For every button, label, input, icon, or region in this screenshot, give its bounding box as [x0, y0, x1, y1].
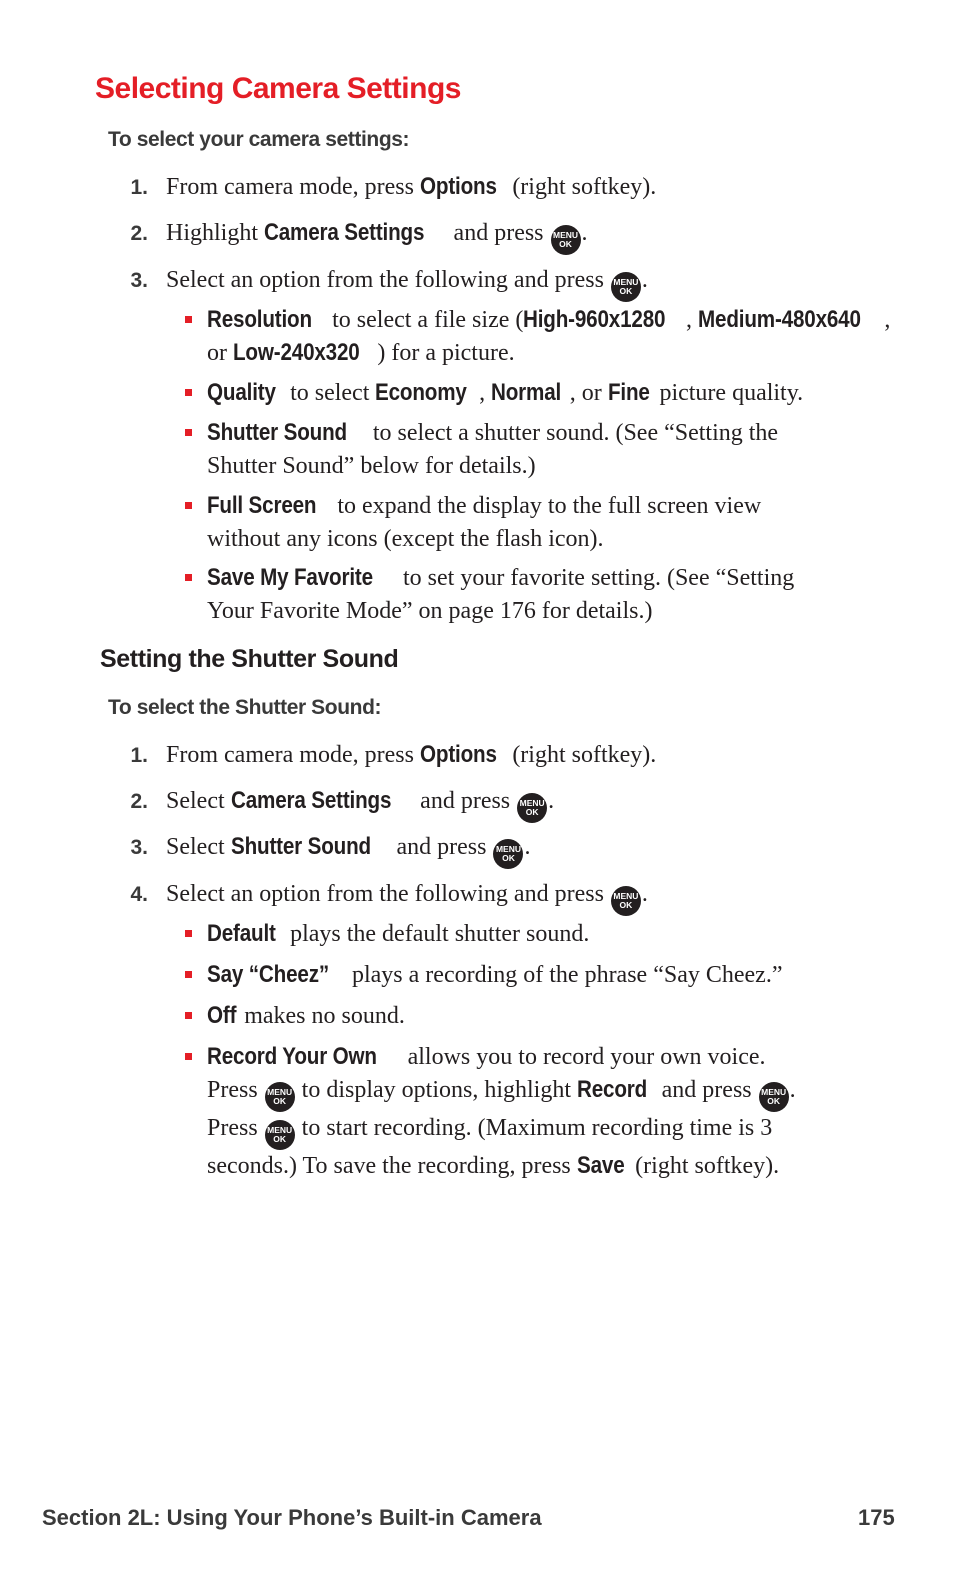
bullet-marker	[185, 429, 192, 436]
menu-ok-key-icon	[265, 1082, 295, 1112]
term: Default	[207, 920, 276, 947]
bullet-text	[207, 918, 865, 951]
bullet-marker	[185, 502, 192, 509]
text: and press	[655, 1076, 758, 1103]
text: Select	[166, 834, 231, 860]
bullet-save-my-favorite	[185, 562, 865, 627]
term: Shutter Sound	[207, 419, 347, 446]
options-term: Options	[419, 173, 497, 200]
bullet-marker	[185, 1053, 192, 1060]
key-line1: MENU	[267, 1124, 293, 1135]
text: Press	[207, 1076, 264, 1103]
text: , or	[569, 380, 608, 406]
text: .	[641, 881, 648, 907]
key-line1: MENU	[519, 798, 545, 808]
camera-settings-term: Camera Settings	[264, 219, 425, 246]
bullet-record-your-own	[185, 1041, 865, 1182]
text: to select a shutter sound. (See “Setting the	[366, 420, 779, 446]
key-line2: OK	[273, 1133, 287, 1144]
key-line2: OK	[502, 853, 515, 863]
term: Record Your Own	[207, 1043, 377, 1070]
step-text	[166, 217, 588, 255]
bullet-text	[207, 959, 865, 992]
text: (right softkey).	[506, 742, 657, 768]
step-number: 2.	[130, 222, 148, 245]
text: to set your favorite setting. (See “Setting	[397, 565, 795, 591]
bullet-quality	[185, 377, 865, 410]
text: and press	[447, 220, 550, 246]
bullet-shutter-sound	[185, 417, 865, 482]
term: Quality	[207, 379, 276, 406]
text: .	[581, 220, 588, 246]
text: From camera mode, press	[166, 742, 420, 768]
term: Medium-480x640	[698, 306, 861, 333]
key-line1: MENU	[761, 1086, 787, 1097]
text: to display options, highlight	[295, 1076, 578, 1103]
term: Resolution	[207, 306, 312, 333]
step-number: 1.	[130, 176, 148, 199]
bullet-text	[207, 417, 865, 482]
key-line2: OK	[525, 807, 539, 817]
bullet-marker	[185, 1012, 192, 1019]
text: ,	[479, 380, 492, 406]
section1-intro: To select your camera settings:	[108, 128, 410, 151]
bullet-marker	[185, 971, 192, 978]
text: (right softkey).	[629, 1152, 780, 1179]
text: and press	[414, 788, 517, 814]
options-term: Options	[419, 741, 497, 768]
term: Normal	[491, 379, 562, 406]
step-text	[166, 171, 656, 203]
key-line1: MENU	[553, 230, 579, 240]
bullet-text	[207, 490, 865, 555]
term: High-960x1280	[523, 306, 666, 333]
term: Economy	[375, 379, 468, 406]
shutter-sound-term: Shutter Sound	[230, 833, 371, 860]
menu-ok-key-icon	[493, 839, 523, 869]
section-heading: Setting the Shutter Sound	[100, 645, 399, 673]
term: Say “Cheez”	[207, 961, 329, 988]
step-text	[166, 739, 656, 771]
bullet-resolution	[185, 304, 891, 369]
menu-ok-key-icon	[759, 1082, 789, 1112]
key-line2: OK	[767, 1095, 780, 1106]
key-line2: OK	[273, 1095, 287, 1106]
menu-ok-key-icon	[551, 225, 581, 255]
text: .	[524, 834, 531, 860]
text: without any icons (except the flash icon).	[207, 525, 604, 552]
bullet-default	[185, 918, 865, 951]
bullet-marker	[185, 316, 192, 323]
text: plays the default shutter sound.	[284, 921, 590, 947]
step-text	[166, 831, 530, 869]
term: Fine	[607, 379, 650, 406]
text: plays a recording of the phrase “Say Cheez.”	[345, 962, 783, 988]
key-line1: MENU	[495, 844, 521, 854]
camera-settings-term: Camera Settings	[230, 787, 391, 814]
text: ,	[884, 307, 891, 333]
term: Off	[207, 1002, 237, 1029]
bullet-marker	[185, 930, 192, 937]
step-number: 3.	[130, 836, 148, 859]
step-number: 4.	[130, 883, 148, 906]
text: or	[207, 339, 233, 366]
bullet-text	[207, 304, 891, 369]
page-number: 175	[858, 1505, 895, 1530]
save-term: Save	[576, 1151, 625, 1179]
text: From camera mode, press	[166, 174, 420, 200]
bullet-text	[207, 377, 865, 410]
step-number: 2.	[130, 790, 148, 813]
text: Select	[166, 788, 231, 814]
text: seconds.) To save the recording, press	[207, 1152, 577, 1179]
text: and press	[390, 834, 493, 860]
bullet-text	[207, 1000, 865, 1033]
menu-ok-key-icon	[265, 1120, 295, 1150]
bullet-text	[207, 562, 865, 627]
text: to select	[284, 380, 376, 406]
term: Low-240x320	[233, 338, 360, 366]
bullet-marker	[185, 389, 192, 396]
bullet-say-cheez	[185, 959, 865, 992]
page-title: Selecting Camera Settings	[95, 72, 461, 105]
text: Shutter Sound” below for details.)	[207, 452, 536, 479]
text: Press	[207, 1114, 264, 1141]
step-number: 1.	[130, 744, 148, 767]
step-text	[166, 785, 554, 823]
text: Your Favorite Mode” on page 176 for details.)	[207, 597, 653, 624]
bullet-text	[207, 1041, 865, 1182]
text: Select an option from the following and press	[166, 267, 610, 293]
section2-intro: To select the Shutter Sound:	[108, 696, 382, 719]
key-line2: OK	[559, 239, 572, 249]
text: (right softkey).	[506, 174, 657, 200]
text: ) for a picture.	[377, 339, 515, 366]
record-term: Record	[577, 1075, 648, 1103]
text: ,	[686, 307, 698, 333]
step-text	[166, 264, 648, 302]
text: Select an option from the following and press	[166, 881, 610, 907]
text: to start recording. (Maximum recording time is 3	[295, 1114, 773, 1141]
text: allows you to record your own voice.	[401, 1044, 766, 1070]
text: .	[789, 1076, 796, 1103]
key-line2: OK	[619, 900, 633, 910]
term: Save My Favorite	[207, 564, 373, 591]
key-line1: MENU	[613, 891, 639, 901]
text: to select a file size (	[326, 307, 524, 333]
menu-ok-key-icon	[611, 272, 641, 302]
text: Highlight	[166, 220, 265, 246]
text: to expand the display to the full screen view	[331, 493, 762, 519]
bullet-full-screen	[185, 490, 865, 555]
key-line1: MENU	[613, 277, 639, 287]
menu-ok-key-icon	[611, 886, 641, 916]
term: Full Screen	[207, 492, 317, 519]
text: .	[548, 788, 555, 814]
text: .	[641, 267, 648, 293]
key-line2: OK	[619, 286, 633, 296]
menu-ok-key-icon	[517, 793, 547, 823]
step-number: 3.	[130, 269, 148, 292]
key-line1: MENU	[267, 1086, 293, 1097]
bullet-off	[185, 1000, 865, 1033]
text: picture quality.	[653, 380, 804, 406]
step-text	[166, 878, 648, 916]
text: makes no sound.	[238, 1003, 405, 1029]
bullet-marker	[185, 574, 192, 581]
footer-section: Section 2L: Using Your Phone’s Built-in Camera	[42, 1505, 542, 1530]
